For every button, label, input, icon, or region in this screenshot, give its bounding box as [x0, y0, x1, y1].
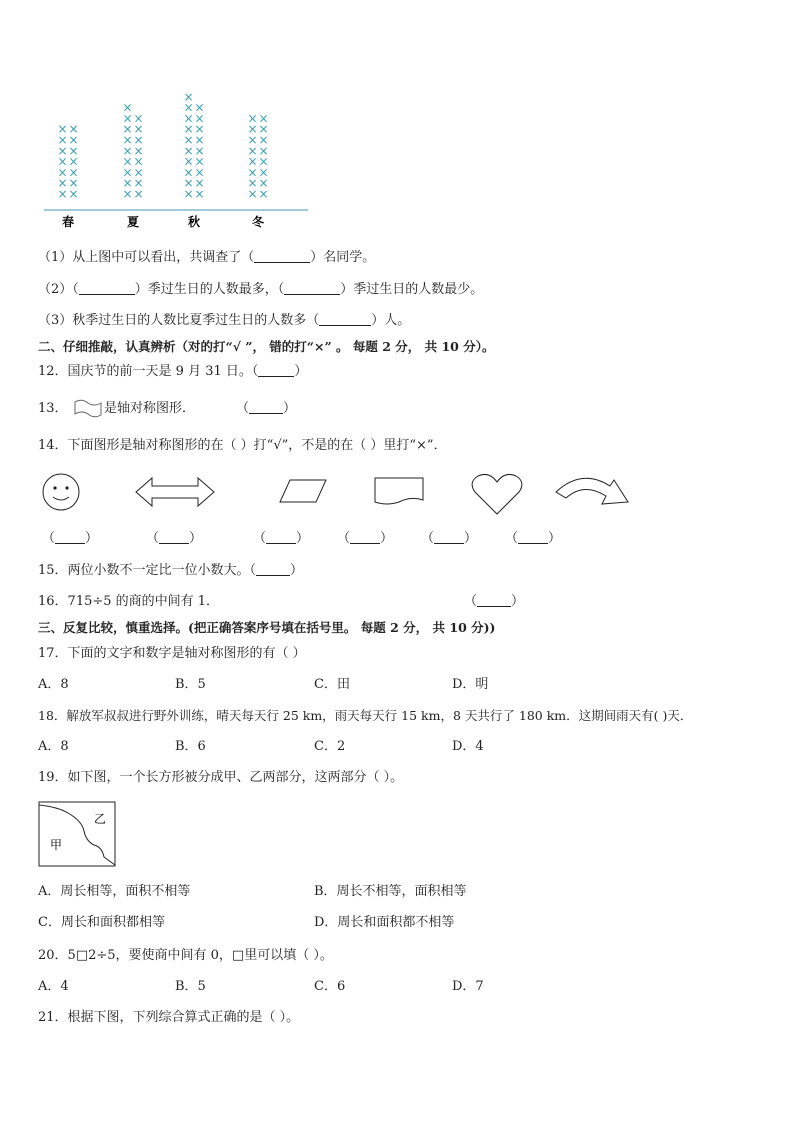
- q17-option-b[interactable]: B．5: [175, 677, 206, 692]
- double-arrow-icon: [134, 476, 216, 508]
- pictograph-mark-秋-12: ×: [194, 165, 205, 180]
- q13-text: 是轴对称图形．: [104, 401, 196, 416]
- pictograph-mark-夏-12: ×: [133, 154, 144, 169]
- pictograph-mark-秋-2: ×: [183, 165, 194, 180]
- pictograph-mark-夏-6: ×: [122, 122, 133, 137]
- heart-icon: [470, 472, 524, 516]
- pictograph-mark-冬-8: ×: [258, 187, 269, 201]
- pictograph-mark-春-7: ×: [68, 187, 79, 201]
- pictograph-mark-冬-13: ×: [258, 133, 269, 147]
- q14-answer-3: （ ）: [253, 531, 310, 546]
- pictograph-mark-春-13: ×: [68, 122, 79, 137]
- q19-option-d[interactable]: D．周长和面积都不相等: [314, 915, 455, 930]
- pictograph-mark-夏-9: ×: [133, 187, 144, 201]
- pictograph-mark-冬-11: ×: [258, 154, 269, 169]
- q18-option-a[interactable]: A．8: [38, 739, 69, 754]
- pictograph-mark-冬-0: ×: [247, 187, 258, 201]
- q17: 17．下面的文字和数字是轴对称图形的有（ ）: [38, 646, 306, 661]
- smiley-face-icon: [40, 472, 82, 512]
- pictograph-mark-秋-8: ×: [183, 100, 194, 115]
- pictograph-mark-秋-4: ×: [183, 143, 194, 158]
- pictograph-mark-秋-6: ×: [183, 122, 194, 137]
- pictograph-mark-秋-15: ×: [194, 133, 205, 147]
- pictograph-mark-夏-1: ×: [122, 176, 133, 191]
- q14: 14．下面图形是轴对称图形的在（ ）打“√”，不是的在（ ）里打“×”．: [38, 438, 447, 453]
- pictograph-mark-秋-1: ×: [183, 176, 194, 191]
- pictograph-mark-秋-9: ×: [183, 89, 194, 104]
- parallelogram-icon: [278, 478, 328, 504]
- q11-part3: （3）秋季过生日的人数比夏季过生日的人数多（ ）人。: [38, 313, 411, 328]
- pictograph-mark-春-4: ×: [57, 143, 68, 158]
- q20-option-d[interactable]: D．7: [452, 979, 484, 994]
- q15: 15．两位小数不一定比一位小数大。（ ）: [38, 563, 304, 578]
- pictograph-mark-夏-0: ×: [122, 187, 133, 201]
- pictograph-mark-夏-5: ×: [122, 133, 133, 147]
- pictograph-mark-秋-5: ×: [183, 133, 194, 147]
- pictograph-mark-春-9: ×: [68, 165, 79, 180]
- answer-blank[interactable]: [284, 282, 340, 295]
- pictograph-mark-春-2: ×: [57, 165, 68, 180]
- section-2-heading: 二、仔细推敲，认真辨析（对的打“√ ”， 错的打“×” 。 每题 2 分， 共 10 分）。: [38, 339, 495, 354]
- pictograph-mark-夏-16: ×: [133, 111, 144, 126]
- pictograph-mark-秋-17: ×: [194, 111, 205, 126]
- pictograph-mark-夏-7: ×: [122, 111, 133, 126]
- q18-option-c[interactable]: C．2: [314, 739, 346, 754]
- answer-blank[interactable]: [319, 313, 371, 326]
- pictograph-mark-秋-18: ×: [194, 100, 205, 115]
- wavy-rectangle-icon: [373, 476, 425, 506]
- pictograph-marks: [57, 90, 268, 201]
- q11-part1: （1）从上图中可以看出，共调查了（ ）名同学。: [38, 250, 376, 265]
- pictograph-mark-春-0: ×: [57, 187, 68, 201]
- pictograph-mark-秋-0: ×: [183, 187, 194, 201]
- pictograph-mark-秋-14: ×: [194, 143, 205, 158]
- answer-blank[interactable]: [518, 531, 548, 544]
- pictograph-mark-秋-3: ×: [183, 154, 194, 169]
- pictograph-mark-夏-4: ×: [122, 143, 133, 158]
- q21: 21．根据下图，下列综合算式正确的是（ ）。: [38, 1010, 300, 1025]
- q17-option-a[interactable]: A．8: [38, 677, 69, 692]
- answer-blank[interactable]: [477, 594, 511, 607]
- answer-blank[interactable]: [79, 282, 135, 295]
- pictograph-mark-秋-13: ×: [194, 154, 205, 169]
- answer-blank[interactable]: [159, 531, 189, 544]
- q17-option-c[interactable]: C．田: [314, 677, 350, 692]
- pictograph-mark-夏-3: ×: [122, 154, 133, 169]
- answer-blank[interactable]: [254, 250, 310, 263]
- pictograph-mark-夏-8: ×: [122, 100, 133, 115]
- q14-answer-6: （ ）: [505, 531, 562, 546]
- answer-blank[interactable]: [258, 364, 294, 377]
- pictograph-mark-夏-15: ×: [133, 122, 144, 137]
- pictograph-mark-夏-13: ×: [133, 143, 144, 158]
- q19: 19．如下图，一个长方形被分成甲、乙两部分，这两部分（ ）。: [38, 770, 404, 785]
- pictograph-mark-冬-10: ×: [258, 165, 269, 180]
- label-yi: 乙: [94, 812, 107, 826]
- pictograph-mark-春-12: ×: [68, 133, 79, 147]
- q17-option-d[interactable]: D．明: [452, 677, 489, 692]
- q11-part2: （2）（ ）季过生日的人数最多，（ ）季过生日的人数最少。: [38, 282, 484, 297]
- answer-blank[interactable]: [434, 531, 464, 544]
- pictograph-mark-冬-6: ×: [247, 122, 258, 137]
- q20-option-c[interactable]: C．6: [314, 979, 346, 994]
- q16: 16．715÷5 的商的中间有 1．: [38, 594, 220, 609]
- q18: 18．解放军叔叔进行野外训练，晴天每天行 25 km，雨天每天行 15 km，8 天共行了 180 km．这期间雨天有( )天．: [38, 708, 693, 723]
- category-label-winter: 冬: [251, 215, 265, 229]
- answer-blank[interactable]: [266, 531, 296, 544]
- q14-answer-2: （ ）: [146, 531, 203, 546]
- divided-rectangle-figure: [38, 801, 118, 869]
- flag-shape-icon: [73, 398, 103, 418]
- category-label-summer: 夏: [126, 215, 140, 229]
- q14-answer-4: （ ）: [337, 531, 394, 546]
- q20-option-a[interactable]: A．4: [38, 979, 69, 994]
- birthday-season-pictograph: [44, 82, 314, 232]
- q20: 20．5□2÷5，要使商中间有 0，□里可以填（ ）。: [38, 948, 333, 963]
- pictograph-mark-冬-4: ×: [247, 143, 258, 158]
- q13-answer: （ ）: [236, 401, 297, 416]
- q19-option-c[interactable]: C．周长和面积都相等: [38, 915, 165, 930]
- pictograph-mark-冬-7: ×: [247, 111, 258, 126]
- category-label-spring: 春: [61, 215, 75, 229]
- category-label-autumn: 秋: [187, 215, 201, 229]
- pictograph-mark-冬-9: ×: [258, 176, 269, 191]
- pictograph-mark-春-3: ×: [57, 154, 68, 169]
- q16-answer: （ ）: [464, 594, 525, 609]
- pictograph-mark-冬-15: ×: [258, 111, 269, 126]
- q14-answer-5: （ ）: [421, 531, 478, 546]
- pictograph-mark-夏-11: ×: [133, 165, 144, 180]
- pictograph-mark-春-5: ×: [57, 133, 68, 147]
- pictograph-mark-秋-16: ×: [194, 122, 205, 137]
- q20-option-b[interactable]: B．5: [175, 979, 206, 994]
- answer-blank[interactable]: [249, 401, 283, 414]
- label-jia: 甲: [50, 838, 63, 852]
- answer-blank[interactable]: [55, 531, 85, 544]
- pictograph-mark-秋-11: ×: [194, 176, 205, 191]
- q14-answer-1: （ ）: [42, 531, 99, 546]
- pictograph-mark-冬-5: ×: [247, 133, 258, 147]
- pictograph-mark-秋-10: ×: [194, 187, 205, 201]
- pictograph-mark-春-1: ×: [57, 176, 68, 191]
- pictograph-mark-冬-3: ×: [247, 154, 258, 169]
- q18-option-d[interactable]: D．4: [452, 739, 484, 754]
- answer-blank[interactable]: [350, 531, 380, 544]
- curved-arrow-icon: [552, 472, 632, 510]
- pictograph-mark-春-8: ×: [68, 176, 79, 191]
- pictograph-mark-春-6: ×: [57, 122, 68, 137]
- pictograph-mark-夏-10: ×: [133, 176, 144, 191]
- pictograph-mark-冬-2: ×: [247, 165, 258, 180]
- pictograph-mark-春-10: ×: [68, 154, 79, 169]
- pictograph-mark-冬-14: ×: [258, 122, 269, 137]
- pictograph-mark-夏-14: ×: [133, 133, 144, 147]
- q13: 13．: [38, 401, 68, 416]
- pictograph-mark-冬-1: ×: [247, 176, 258, 191]
- section-3-heading: 三、反复比较，慎重选择。(把正确答案序号填在括号里。 每题 2 分， 共 10 分)): [38, 620, 496, 635]
- q19-option-b[interactable]: B．周长不相等，面积相等: [314, 884, 467, 899]
- q19-option-a[interactable]: A．周长相等，面积不相等: [38, 884, 191, 899]
- q12: 12．国庆节的前一天是 9 月 31 日。（ ）: [38, 364, 308, 379]
- answer-blank[interactable]: [256, 563, 290, 576]
- pictograph-mark-冬-12: ×: [258, 143, 269, 158]
- pictograph-mark-春-11: ×: [68, 143, 79, 158]
- pictograph-mark-秋-7: ×: [183, 111, 194, 126]
- q18-option-b[interactable]: B．6: [175, 739, 206, 754]
- pictograph-mark-夏-2: ×: [122, 165, 133, 180]
